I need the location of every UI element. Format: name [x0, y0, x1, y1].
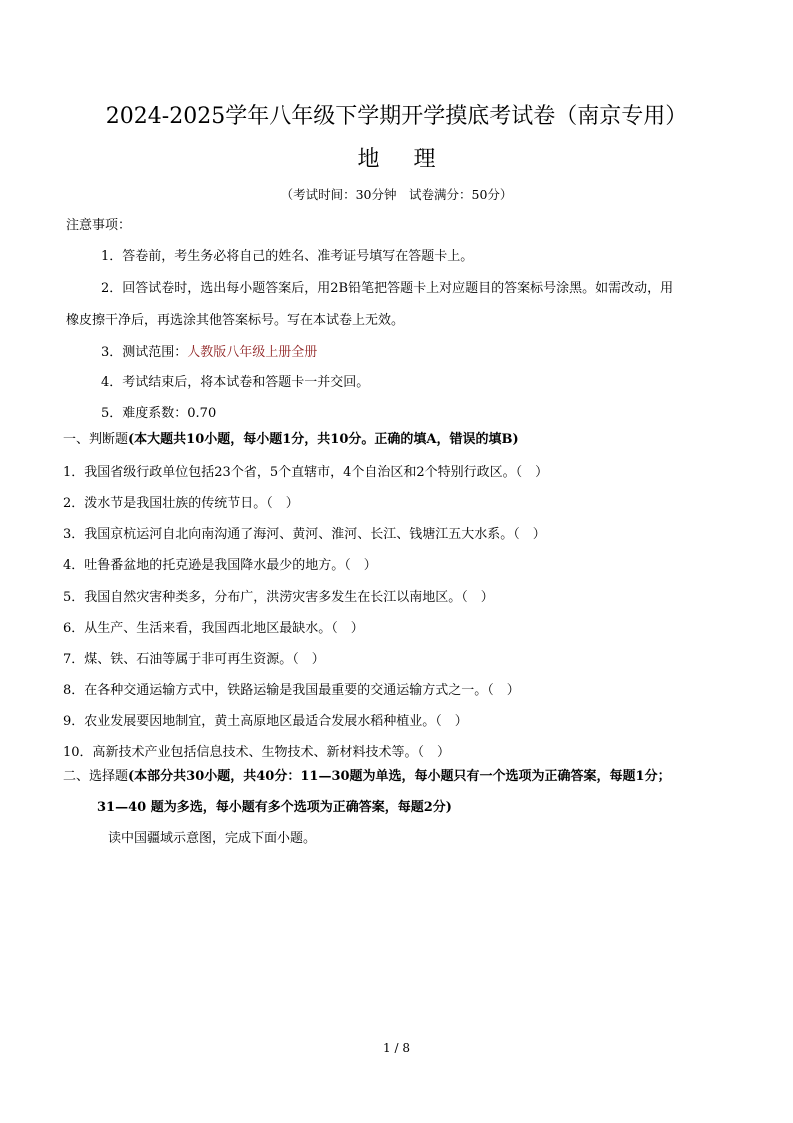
section-1-description: (本大题共10小题，每小题1分，共10分。正确的填A，错误的填B) [128, 432, 519, 447]
test-scope: 人教版八年级上册全册 [187, 345, 318, 360]
section-2-description-line-2: 31—40 题为多选，每小题有多个选项为正确答案，每题2分) [97, 800, 452, 815]
section-2-instruction: 读中国疆域示意图，完成下面小题。 [108, 831, 317, 846]
question-10: 10．高新技术产业包括信息技术、生物技术、新材料技术等。（ ） [63, 745, 451, 760]
note-item-1: 1．答卷前，考生务必将自己的姓名、准考证号填写在答题卡上。 [101, 249, 474, 264]
section-2-heading [63, 768, 671, 786]
note-item-3-prefix: 3．测试范围： [101, 345, 188, 360]
section-1-heading [63, 431, 519, 449]
note-item-3 [101, 344, 317, 362]
question-7: 7．煤、铁、石油等属于非可再生资源。（ ） [63, 652, 325, 667]
question-4: 4．吐鲁番盆地的托克逊是我国降水最少的地方。（ ） [63, 558, 377, 573]
subject-title: 地理 [357, 147, 470, 172]
section-2-description: (本部分共30小题，共40分：11—30题为单选，每小题只有一个选项为正确答案，每题1分； [128, 769, 671, 784]
notes-heading: 注意事项： [66, 218, 132, 233]
question-9: 9．农业发展要因地制宜，黄土高原地区最适合发展水稻种植业。（ ） [63, 714, 468, 729]
question-3: 3．我国京杭运河自北向南沟通了海河、黄河、淮河、长江、钱塘江五大水系。（ ） [63, 527, 546, 542]
question-6: 6．从生产、生活来看，我国西北地区最缺水。（ ） [63, 621, 364, 636]
section-2-label: 二、选择题 [63, 769, 129, 784]
note-item-2-line-2: 橡皮擦干净后，再选涂其他答案标号。写在本试卷上无效。 [66, 313, 405, 328]
note-item-4: 4．考试结束后，将本试卷和答题卡一并交回。 [101, 375, 370, 390]
page-number: 1 / 8 [383, 1041, 410, 1055]
question-2: 2．泼水节是我国壮族的传统节日。（ ） [63, 496, 299, 511]
question-5: 5．我国自然灾害种类多，分布广，洪涝灾害多发生在长江以南地区。（ ） [63, 590, 494, 605]
note-item-5: 5．难度系数：0.70 [101, 406, 217, 421]
exam-title: 2024-2025学年八年级下学期开学摸底考试卷（南京专用） [105, 104, 688, 129]
section-1-label: 一、判断题 [63, 432, 129, 447]
note-item-2-line-1: 2．回答试卷时，选出每小题答案后，用2B铅笔把答题卡上对应题目的答案标号涂黑。如需改动，用 [101, 281, 674, 296]
question-1: 1．我国省级行政单位包括23个省，5个直辖市，4个自治区和2个特别行政区。（ ） [63, 465, 549, 480]
exam-info: （考试时间：30分钟 试卷满分：50分） [280, 187, 513, 202]
question-8: 8．在各种交通运输方式中，铁路运输是我国最重要的交通运输方式之一。（ ） [63, 683, 520, 698]
